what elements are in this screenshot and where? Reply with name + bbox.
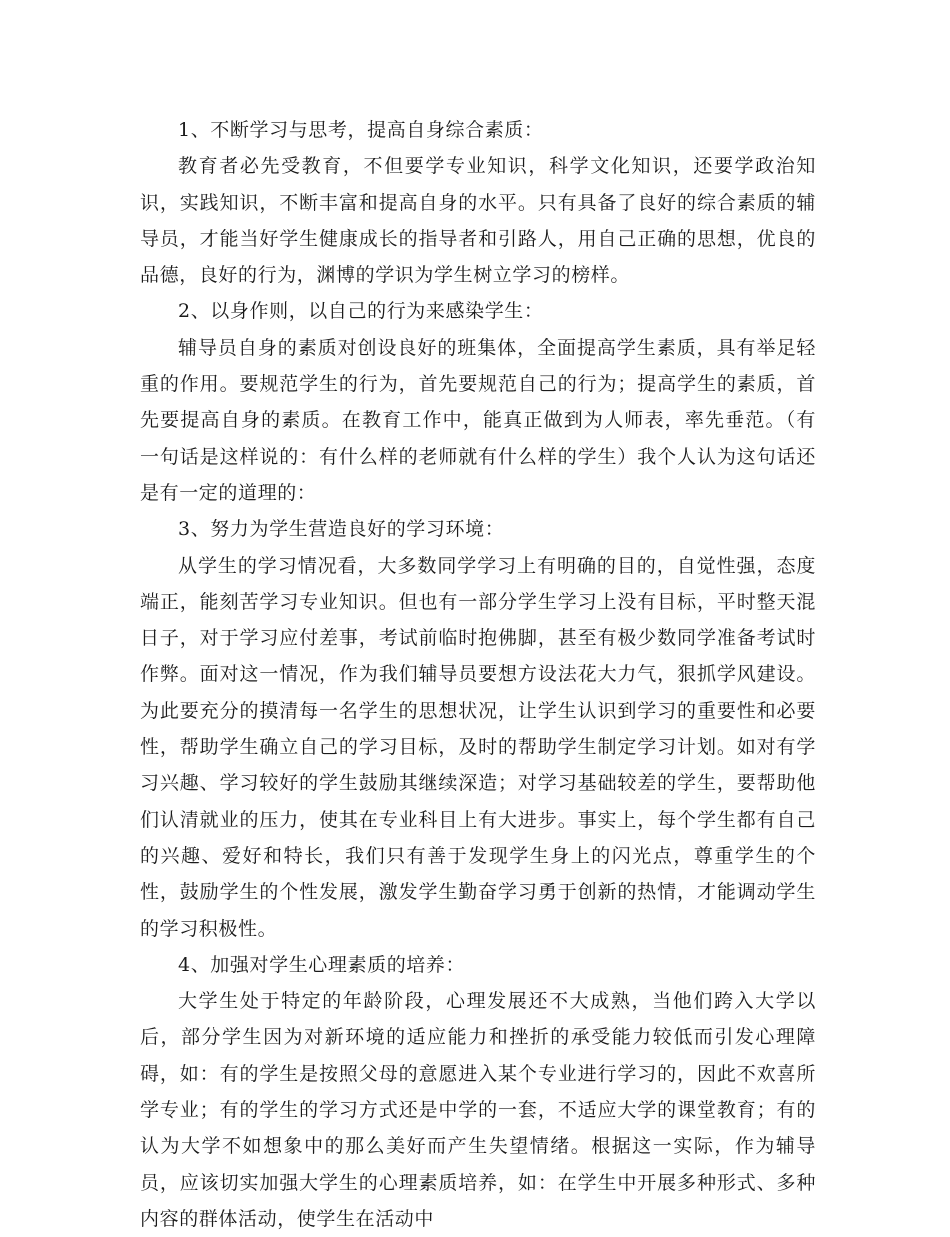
body-paragraph-3: 从学生的学习情况看，大多数同学学习上有明确的目的，自觉性强，态度端正，能刻苦学习专业知识。但也有一部分学生学习上没有目标，平时整天混日子，对于学习应付差事，考试前临时抱佛脚，甚至有极少数同学准备考试时作弊。面对这一情况，作为我们辅导员要想方设法花大力气，狠抓学风建设。为此要充分的摸清每一名学生的思想状况，让学生认识到学习的重要性和必要性，帮助学生确立自己的学习目标，及时的帮助学生制定学习计划。如对有学习兴趣、学习较好的学生鼓励其继续深造；对学习基础较差的学生，要帮助他们认清就业的压力，使其在专业科目上有大进步。事实上，每个学生都有自己的兴趣、爱好和特长，我们只有善于发现学生身上的闪光点，尊重学生的个性，鼓励学生的个性发展，激发学生勤奋学习勇于创新的热情，才能调动学生的学习积极性。 (140, 554, 816, 940)
body-paragraph-4: 大学生处于特定的年龄阶段，心理发展还不大成熟，当他们跨入大学以后，部分学生因为对新环境的适应能力和挫折的承受能力较低而引发心理障碍，如：有的学生是按照父母的意愿进入某个专业进行学习的，因此不欢喜所学专业；有的学生的学习方式还是中学的一套，不适应大学的课堂教育；有的认为大学不如想象中的那么美好而产生失望情绪。根据这一实际，作为辅导员，应该切实加强大学生的心理素质培养，如：在学生中开展多种形式、多种内容的群体活动，使学生在活动中 (140, 990, 816, 1230)
body-paragraph-2: 辅导员自身的素质对创设良好的班集体，全面提高学生素质，具有举足轻重的作用。要规范学生的行为，首先要规范自己的行为；提高学生的素质，首先要提高自身的素质。在教育工作中，能真正做到为人师表，率先垂范。（有一句话是这样说的：有什么样的老师就有什么样的学生）我个人认为这句话还是有一定的道理的： (140, 336, 816, 504)
section-heading-1: 1、不断学习与思考，提高自身综合素质： (178, 119, 544, 141)
section-heading-4: 4、加强对学生心理素质的培养： (178, 953, 466, 976)
document-body (140, 112, 816, 1237)
section-heading-2: 2、以身作则，以自己的行为来感染学生： (178, 300, 544, 323)
body-paragraph-1: 教育者必先受教育，不但要学专业知识，科学文化知识，还要学政治知识，实践知识，不断丰富和提高自身的水平。只有具备了良好的综合素质的辅导员，才能当好学生健康成长的指导者和引路人，用自己正确的思想，优良的品德，良好的行为，渊博的学识为学生树立学习的榜样。 (140, 155, 816, 287)
section-heading-3: 3、努力为学生营造良好的学习环境： (178, 518, 505, 541)
